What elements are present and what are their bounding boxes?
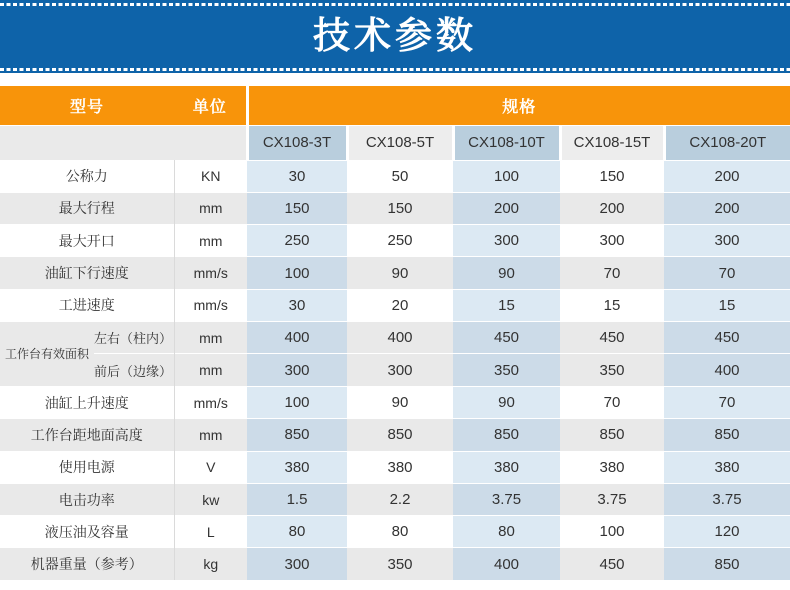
table-row: [0, 419, 790, 451]
model-header-cell: CX108-5T: [347, 125, 453, 160]
value-cell: 30: [247, 289, 347, 321]
unit-cell: mm/s: [174, 257, 247, 289]
unit-cell: V: [174, 451, 247, 483]
value-cell: 15: [453, 289, 560, 321]
spec-table: [0, 86, 790, 580]
value-cell: 850: [247, 419, 347, 451]
row-label: 使用电源: [0, 451, 174, 483]
value-cell: 400: [347, 321, 453, 354]
page-title: 技术参数: [313, 15, 477, 56]
value-cell: 70: [664, 386, 790, 418]
value-cell: 20: [347, 289, 453, 321]
unit-cell: mm: [174, 354, 247, 387]
value-cell: 15: [560, 289, 664, 321]
row-label-group-cell: [0, 321, 174, 386]
value-cell: 200: [560, 192, 664, 224]
value-cell: 200: [664, 160, 790, 192]
value-cell: 150: [247, 192, 347, 224]
value-cell: 200: [453, 192, 560, 224]
value-cell: 350: [560, 354, 664, 387]
unit-cell: L: [174, 516, 247, 548]
table-row: [0, 451, 790, 483]
value-cell: 3.75: [664, 483, 790, 515]
unit-cell: kg: [174, 548, 247, 580]
table-row: [0, 225, 790, 257]
header-model: 型号: [0, 86, 174, 125]
model-header-cell: CX108-20T: [664, 125, 790, 160]
table-row: [0, 160, 790, 192]
unit-cell: KN: [174, 160, 247, 192]
value-cell: 300: [664, 225, 790, 257]
row-label: 工作台距地面高度: [0, 419, 174, 451]
header-unit: 单位: [174, 86, 247, 125]
value-cell: 300: [247, 354, 347, 387]
value-cell: 100: [247, 386, 347, 418]
row-label: 油缸下行速度: [0, 257, 174, 289]
value-cell: 150: [347, 192, 453, 224]
model-header-cell: CX108-3T: [247, 125, 347, 160]
value-cell: 100: [560, 516, 664, 548]
value-cell: 850: [453, 419, 560, 451]
value-cell: 15: [664, 289, 790, 321]
value-cell: 3.75: [453, 483, 560, 515]
group-sub-label: 左右（柱内）: [94, 322, 174, 355]
model-row-blank-cell: [0, 125, 247, 160]
value-cell: 450: [664, 321, 790, 354]
value-cell: 70: [664, 257, 790, 289]
row-label: 公称力: [0, 160, 174, 192]
value-cell: 50: [347, 160, 453, 192]
table-row: [0, 386, 790, 418]
value-cell: 90: [453, 386, 560, 418]
value-cell: 70: [560, 257, 664, 289]
value-cell: 80: [247, 516, 347, 548]
value-cell: 380: [453, 451, 560, 483]
row-label: 最大开口: [0, 225, 174, 257]
title-banner: [0, 0, 790, 73]
value-cell: 300: [453, 225, 560, 257]
value-cell: 2.2: [347, 483, 453, 515]
value-cell: 90: [347, 386, 453, 418]
value-cell: 90: [347, 257, 453, 289]
value-cell: 300: [247, 548, 347, 580]
value-cell: 400: [453, 548, 560, 580]
value-cell: 850: [664, 548, 790, 580]
value-cell: 80: [347, 516, 453, 548]
value-cell: 380: [560, 451, 664, 483]
value-cell: 350: [347, 548, 453, 580]
value-cell: 200: [664, 192, 790, 224]
value-cell: 70: [560, 386, 664, 418]
value-cell: 380: [247, 451, 347, 483]
dashed-stripe-top: [0, 3, 790, 6]
group-label: 工作台有效面积: [4, 347, 89, 362]
row-label: 机器重量（参考）: [0, 548, 174, 580]
row-label: 电击功率: [0, 483, 174, 515]
row-label: 油缸上升速度: [0, 386, 174, 418]
row-label: 最大行程: [0, 192, 174, 224]
table-row: [0, 483, 790, 515]
unit-cell: mm: [174, 419, 247, 451]
value-cell: 380: [664, 451, 790, 483]
value-cell: 850: [347, 419, 453, 451]
value-cell: 30: [247, 160, 347, 192]
model-header-cell: CX108-10T: [453, 125, 560, 160]
value-cell: 300: [560, 225, 664, 257]
value-cell: 850: [664, 419, 790, 451]
table-row: [0, 257, 790, 289]
table-row: [0, 516, 790, 548]
value-cell: 450: [560, 548, 664, 580]
unit-cell: mm: [174, 321, 247, 354]
value-cell: 120: [664, 516, 790, 548]
table-row: [0, 321, 790, 354]
header-spec: 规格: [247, 86, 790, 125]
dashed-stripe-bottom: [0, 68, 790, 71]
model-header-cell: CX108-15T: [560, 125, 664, 160]
value-cell: 400: [664, 354, 790, 387]
unit-cell: mm/s: [174, 386, 247, 418]
value-cell: 150: [560, 160, 664, 192]
value-cell: 100: [453, 160, 560, 192]
value-cell: 90: [453, 257, 560, 289]
value-cell: 400: [247, 321, 347, 354]
value-cell: 300: [347, 354, 453, 387]
value-cell: 3.75: [560, 483, 664, 515]
row-label: 液压油及容量: [0, 516, 174, 548]
unit-cell: kw: [174, 483, 247, 515]
table-row: [0, 192, 790, 224]
value-cell: 100: [247, 257, 347, 289]
value-cell: 450: [453, 321, 560, 354]
value-cell: 350: [453, 354, 560, 387]
unit-cell: mm/s: [174, 289, 247, 321]
row-label: 工进速度: [0, 289, 174, 321]
table-row: [0, 289, 790, 321]
value-cell: 1.5: [247, 483, 347, 515]
table-row: [0, 548, 790, 580]
unit-cell: mm: [174, 192, 247, 224]
value-cell: 250: [247, 225, 347, 257]
value-cell: 380: [347, 451, 453, 483]
value-cell: 250: [347, 225, 453, 257]
value-cell: 450: [560, 321, 664, 354]
value-cell: 850: [560, 419, 664, 451]
table-header-row: [0, 86, 790, 125]
unit-cell: mm: [174, 225, 247, 257]
group-sub-label: 前后（边缘）: [94, 363, 173, 379]
value-cell: 80: [453, 516, 560, 548]
model-names-row: [0, 125, 790, 160]
